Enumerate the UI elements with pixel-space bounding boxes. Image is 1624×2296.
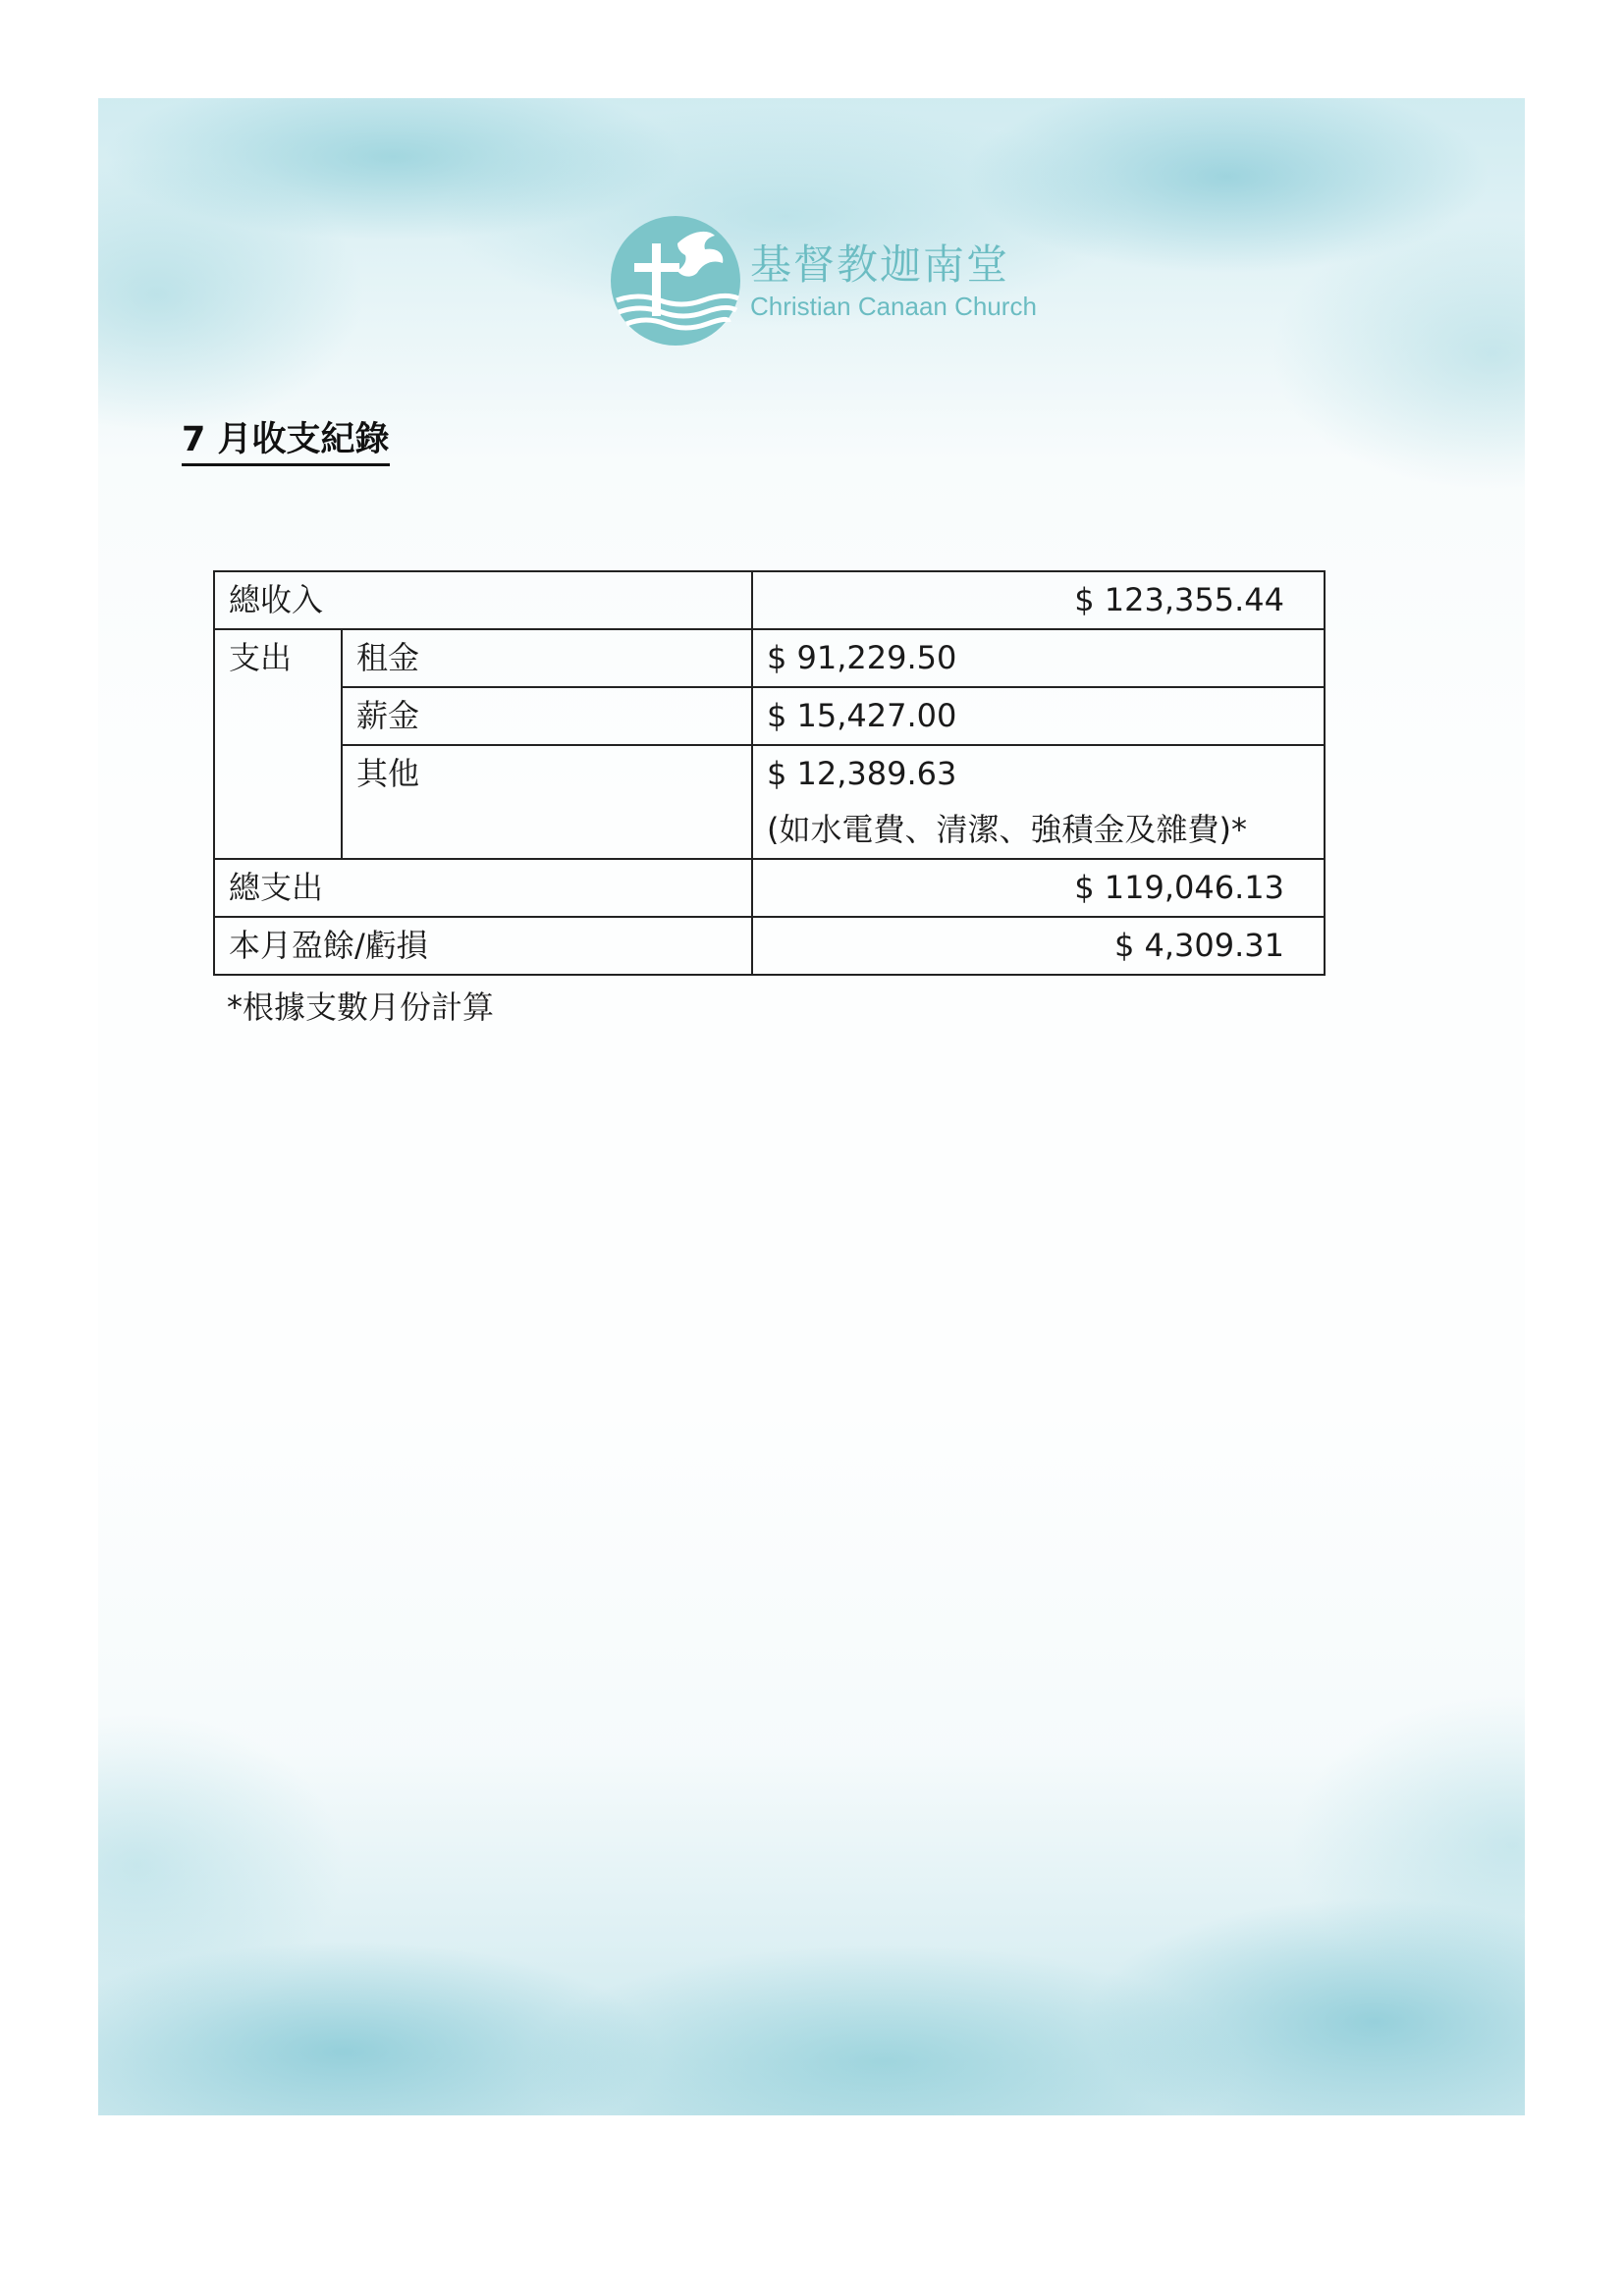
watercolor-background: [98, 98, 1525, 2115]
salary-label: 薪金: [342, 687, 752, 745]
cross-dove-waves-icon: [609, 214, 742, 347]
church-name-english: Christian Canaan Church: [750, 292, 1037, 321]
surplus-value: $ 4,309.31: [752, 917, 1325, 975]
footnote: *根據支數月份計算: [227, 988, 495, 1026]
rent-label: 租金: [342, 629, 752, 687]
expense-label: 支出: [214, 629, 342, 859]
other-value: $ 12,389.63: [767, 755, 957, 792]
table-row: [214, 859, 1325, 917]
surplus-label: 本月盈餘/虧損: [214, 917, 752, 975]
church-logo: [609, 214, 1037, 347]
page-title: 7 月收支紀錄: [182, 418, 390, 466]
salary-value: $ 15,427.00: [752, 687, 1325, 745]
total-expense-label: 總支出: [214, 859, 752, 917]
table-row: [214, 917, 1325, 975]
table-row: [214, 745, 1325, 859]
other-cell: [752, 745, 1325, 859]
table-row: [214, 629, 1325, 687]
other-label: 其他: [342, 745, 752, 859]
total-income-label: 總收入: [214, 571, 752, 629]
table-row: [214, 571, 1325, 629]
income-expense-table: [213, 570, 1326, 976]
total-expense-value: $ 119,046.13: [752, 859, 1325, 917]
other-note: (如水電費、清潔、強積金及雜費)*: [767, 811, 1247, 848]
total-income-value: $ 123,355.44: [752, 571, 1325, 629]
church-name-chinese: 基督教迦南堂: [750, 240, 1010, 289]
rent-value: $ 91,229.50: [752, 629, 1325, 687]
table-row: [214, 687, 1325, 745]
